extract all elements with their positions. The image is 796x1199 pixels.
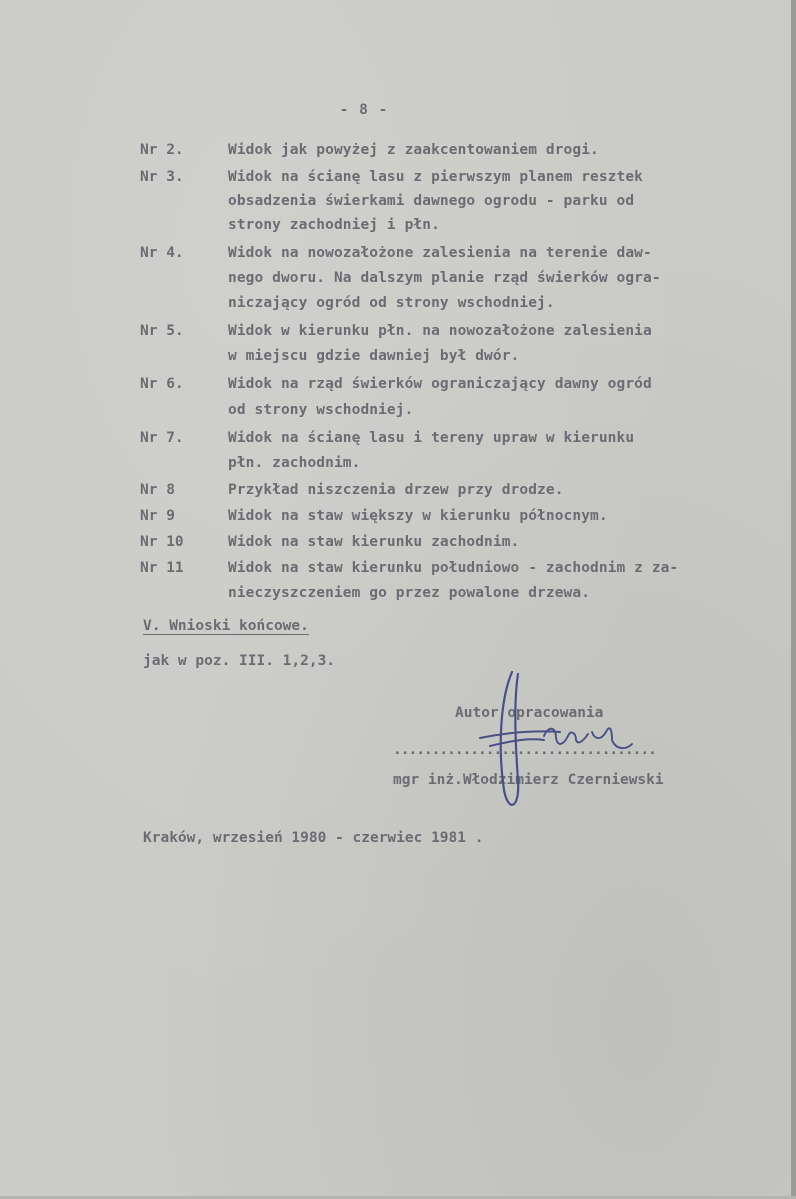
item-text-line: Widok jak powyżej z zaakcentowaniem drogi. — [228, 142, 599, 158]
item-number: Nr 4. — [140, 245, 184, 261]
item-number: Nr 2. — [140, 142, 184, 158]
item-text-line: Widok na rząd świerków ograniczający dawny ogród — [228, 376, 652, 392]
item-number: Nr 10 — [140, 534, 184, 550]
item-text-line: Widok na staw kierunku zachodnim. — [228, 534, 520, 550]
author-label: Autor opracowania — [455, 705, 604, 721]
conclusion-text: jak w poz. III. 1,2,3. — [143, 653, 336, 669]
item-number: Nr 5. — [140, 323, 184, 339]
item-text-line: Przykład niszczenia drzew przy drodze. — [228, 482, 564, 498]
item-text-line: Widok w kierunku płn. na nowozałożone zalesienia — [228, 323, 652, 339]
signature-dotted-line: .................................. — [393, 742, 656, 758]
item-text-line: w miejscu gdzie dawniej był dwór. — [228, 348, 520, 364]
page-edge-shadow — [791, 0, 796, 1199]
item-number: Nr 6. — [140, 376, 184, 392]
item-text-line: Widok na staw większy w kierunku północnym. — [228, 508, 608, 524]
item-text-line: Widok na nowozałożone zalesienia na terenie daw- — [228, 245, 652, 261]
item-number: Nr 3. — [140, 169, 184, 185]
item-text-line: Widok na ścianę lasu z pierwszym planem resztek — [228, 169, 643, 185]
item-text-line: od strony wschodniej. — [228, 402, 414, 418]
place-and-date: Kraków, wrzesień 1980 - czerwiec 1981 . — [143, 830, 484, 846]
item-text-line: płn. zachodnim. — [228, 455, 361, 471]
item-number: Nr 9 — [140, 508, 175, 524]
page-number: - 8 - — [339, 102, 389, 118]
item-text-line: nego dworu. Na dalszym planie rząd świerków ogra- — [228, 270, 661, 286]
item-number: Nr 11 — [140, 560, 184, 576]
item-text-line: obsadzenia świerkami dawnego ogrodu - parku od — [228, 193, 635, 209]
item-text-line: Widok na ścianę lasu i tereny upraw w kierunku — [228, 430, 635, 446]
section-heading: V. Wnioski końcowe. — [143, 618, 309, 634]
item-text-line: Widok na staw kierunku południowo - zachodnim z za- — [228, 560, 679, 576]
item-number: Nr 7. — [140, 430, 184, 446]
item-text-line: niczający ogród od strony wschodniej. — [228, 295, 555, 311]
item-number: Nr 8 — [140, 482, 175, 498]
handwritten-signature — [460, 660, 650, 820]
item-text-line: nieczyszczeniem go przez powalone drzewa. — [228, 585, 591, 601]
item-text-line: strony zachodniej i płn. — [228, 217, 440, 233]
author-name: mgr inż.Włodzimierz Czerniewski — [393, 772, 664, 788]
